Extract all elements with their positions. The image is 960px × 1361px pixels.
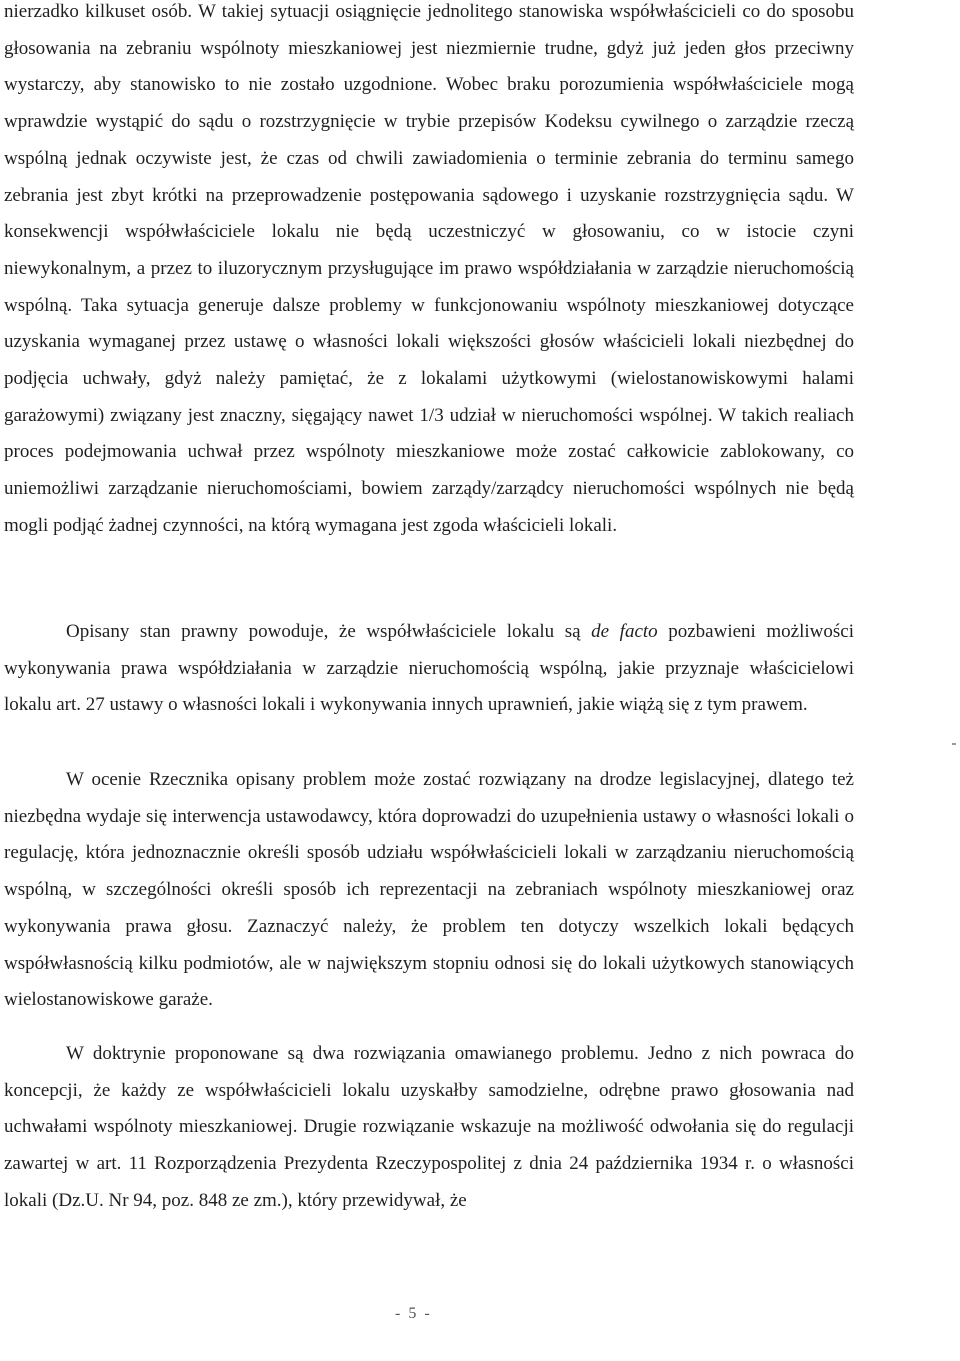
paragraph-de-facto bbox=[4, 614, 854, 724]
paragraph-text: nierzadko kilkuset osób. W takiej sytuacji osiągnięcie jednolitego stanowiska współwłaścicieli co do sposobu głosowania na zebraniu wspólnoty mieszkaniowej jest niezmiernie trudne, gdyż już jeden głos przeciwny wystarczy, aby stanowisko to nie zostało uzgodnione. Wobec braku porozumienia współwłaściciele mogą wprawdzie wystąpić do sądu o rozstrzygnięcie w trybie przepisów Kodeksu cywilnego o zarządzie rzeczą wspólną jednak oczywiste jest, że czas od chwili zawiadomienia o terminie zebrania do terminu samego zebrania jest zbyt krótki na przeprowadzenie postępowania sądowego i uzyskanie rozstrzygnięcia sądu. W konsekwencji współwłaściciele lokalu nie będą uczestniczyć w głosowaniu, co w istocie czyni niewykonalnym, a przez to iluzorycznym przysługujące im prawo współdziałania w zarządzie nieruchomością wspólną. Taka sytuacja generuje dalsze problemy w funkcjonowaniu wspólnoty mieszkaniowej dotyczące uzyskania wymaganej przez ustawę o własności lokali większości głosów właścicieli lokali niezbędnej do podjęcia uchwały, gdyż należy pamiętać, że z lokalami użytkowymi (wielostanowiskowymi halami garażowymi) związany jest znaczny, sięgający nawet 1/3 udział w nieruchomości wspólnej. W takich realiach proces podejmowania uchwał przez wspólnoty mieszkaniowe może zostać całkowicie zablokowany, co uniemożliwi zarządzanie nieruchomościami, bowiem zarządy/zarządcy nieruchomości wspólnych nie będą mogli podjąć żadnej czynności, na którą wymagana jest zgoda właścicieli lokali. bbox=[4, 1, 854, 536]
paragraph-text: Opisany stan prawny powoduje, że współwłaściciele lokalu są bbox=[66, 621, 592, 642]
paragraph-continuation bbox=[4, 0, 854, 545]
paragraph-text: pozbawieni możliwości wykonywania prawa współdziałania w zarządzie nieruchomością wspólną, jakie przyznaje właścicielowi lokalu art. 27 ustawy o własności lokali i wykonywania innych uprawnień, jakie wiążą się z tym prawem. bbox=[4, 621, 854, 716]
paragraph-text: W ocenie Rzecznika opisany problem może zostać rozwiązany na drodze legislacyjnej, dlatego też niezbędna wydaje się interwencja ustawodawcy, która doprowadzi do uzupełnienia ustawy o własności lokali o regulację, która jednoznacznie określi sposób udziału współwłaścicieli lokali w zarządzaniu nieruchomością wspólną, w szczególności określi sposób ich reprezentacji na zebraniach wspólnoty mieszkaniowej oraz wykonywania prawa głosu. Zaznaczyć należy, że problem ten dotyczy wszelkich lokali będących współwłasnością kilku podmiotów, ale w największym stopniu odnosi się do lokali użytkowych stanowiących wielostanowiskowe garaże. bbox=[4, 769, 854, 1011]
paragraph-rzecznik-opinion bbox=[4, 762, 854, 1019]
paragraph-text: W doktrynie proponowane są dwa rozwiązania omawianego problemu. Jedno z nich powraca do koncepcji, że każdy ze współwłaścicieli lokalu uzyskałby samodzielne, odrębne prawo głosowania nad uchwałami wspólnoty mieszkaniowej. Drugie rozwiązanie wskazuje na możliwość odwołania się do regulacji zawartej w art. 11 Rozporządzenia Prezydenta Rzeczypospolitej z dnia 24 października 1934 r. o własności lokali (Dz.U. Nr 94, poz. 848 ze zm.), który przewidywał, że bbox=[4, 1043, 854, 1211]
page-number: - 5 - bbox=[395, 1305, 432, 1322]
paragraph-doctrine bbox=[4, 1036, 854, 1220]
italic-phrase: de facto bbox=[591, 621, 658, 642]
margin-mark bbox=[952, 743, 956, 745]
